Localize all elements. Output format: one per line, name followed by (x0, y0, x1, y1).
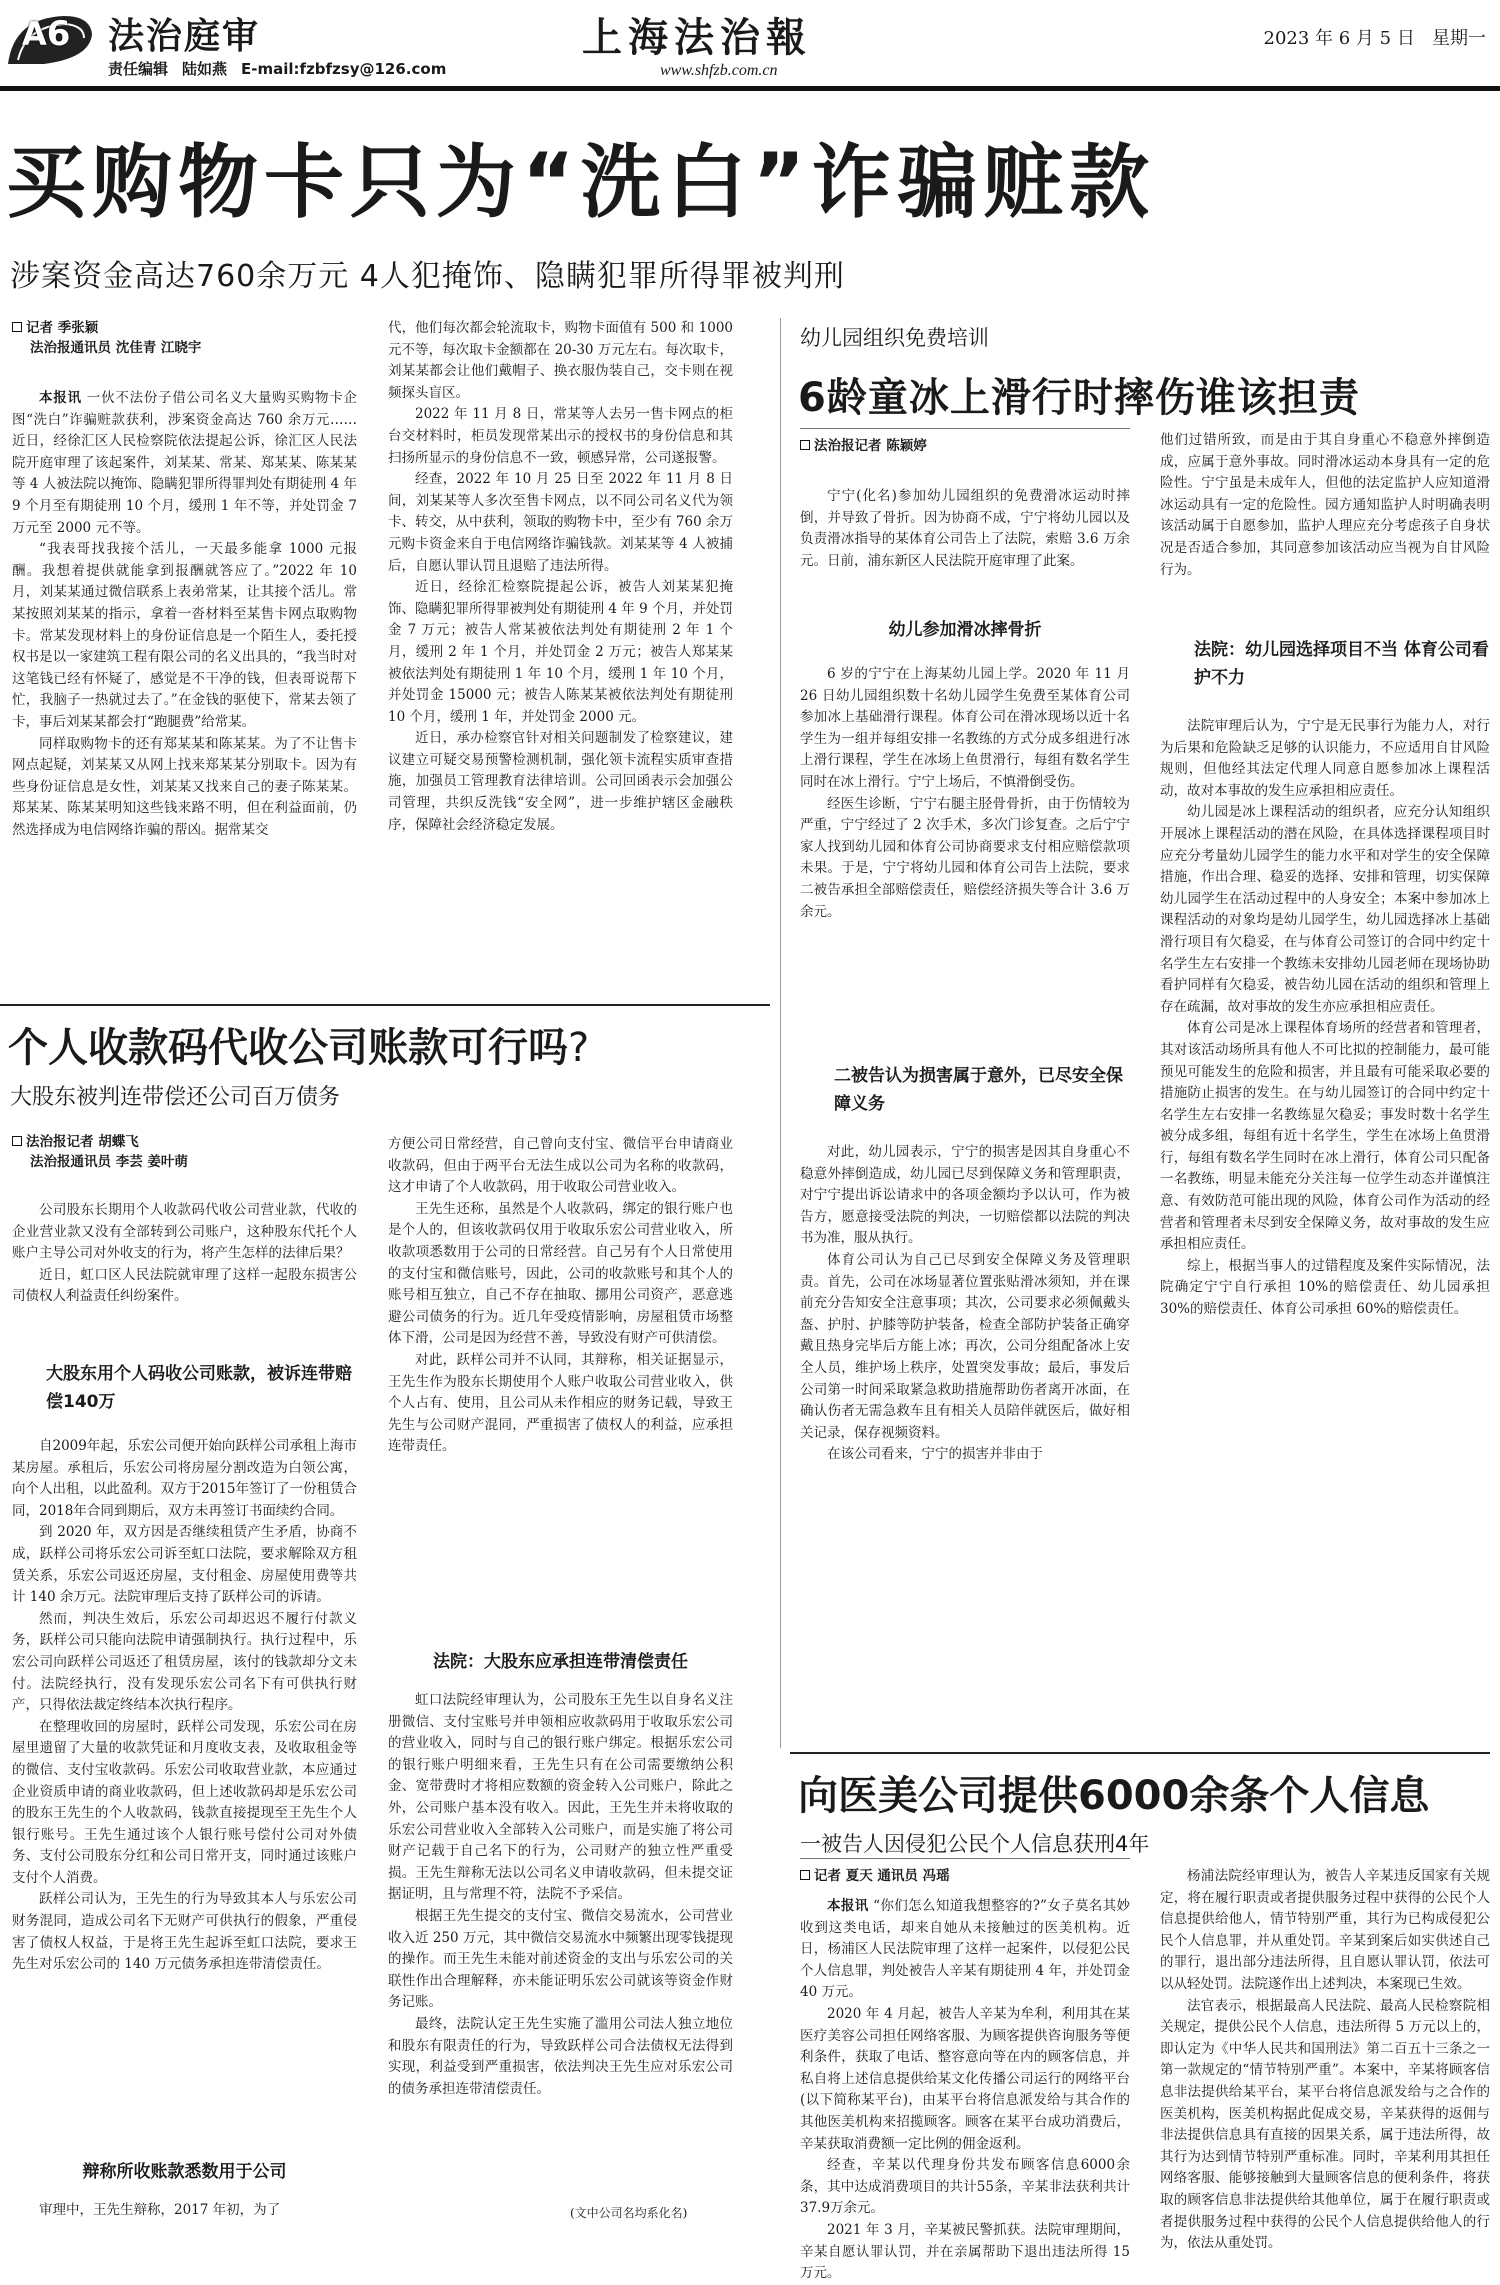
paragraph: 宁宁(化名)参加幼儿园组织的免费滑冰运动时摔倒，并导致了骨折。因为协商不成，宁宁将幼儿园以及负责滑冰指导的某体育公司告上了法院，索赔 3.6 万余元。日前，浦东新区人民法院开庭审理了此案。 (800, 488, 1130, 569)
paragraph: 经查，2022 年 10 月 25 日至 2022 年 11 月 8 日间，刘某某等人多次至售卡网点，以不同公司名义代为领卡、转交，从中获利，领取的购物卡中，至少有 760 余万元购卡资金来自于电信网络诈骗钱款。刘某某等 4 人被捕后，自愿认罪认罚且退赔了违法所得。 (388, 471, 733, 574)
lead-deck: 涉案资金高达760余万元 4人犯掩饰、隐瞒犯罪所得罪被判刑 (10, 259, 845, 294)
ice-byline-text: 法治报记者 陈颖婷 (814, 438, 927, 454)
qr-byline-2: 法治报通讯员 李芸 姜叶萌 (30, 1154, 188, 1170)
lead-byline-1-text: 记者 季张颖 (26, 320, 99, 336)
med-headline: 向医美公司提供6000余条个人信息 (798, 1773, 1430, 1819)
qr-col-2b (388, 1690, 733, 2192)
med-byline-text: 记者 夏天 通讯员 冯瑶 (814, 1868, 950, 1884)
editor-name: 陆如燕 (182, 60, 228, 78)
qr-headline (8, 1016, 589, 1073)
section-rule (0, 1004, 770, 1006)
qr-subhead-1: 大股东用个人码收公司账款，被诉连带赔偿140万 (46, 1364, 352, 1412)
paragraph: 6 岁的宁宁在上海某幼儿园上学。2020 年 11 月 26 日幼儿园组织数十名幼儿园学生免费至某体育公司参加冰上基础滑行课程。体育公司在滑冰现场以近十名学生为一组并每组安排一名教练的方式分成多组进行冰上滑行课程，学生在冰场上鱼贯滑行，每组有数名学生同时在冰上滑行。宁宁上场后，不慎滑倒受伤。 (800, 666, 1130, 790)
ice-subhead-1: 幼儿参加滑冰摔骨折 (888, 620, 1042, 640)
ice-subhead-3: 法院：幼儿园选择项目不当 体育公司看护不力 (1194, 640, 1489, 688)
med-col-a (800, 1896, 1130, 2282)
ice-col-a1 (800, 664, 1130, 1052)
paragraph: 体育公司认为自己已尽到安全保障义务及管理职责。首先，公司在冰场显著位置张贴滑冰须知，并在课前充分告知安全注意事项；其次，公司要求必须佩戴头盔、护肘、护膝等防护装备，检查全部防护装备正确穿戴且热身完毕后方能上冰；再次，公司分组配备冰上安全人员，维护场上秩序，处置突发事故；最后，事发后公司第一时间采取紧急救助措施帮助伤者离开冰面，在确认伤者无需急救车且有相关人员陪伴就医后，做好相关记录，保存视频资料。 (800, 1251, 1130, 1441)
paragraph: 根据王先生提交的支付宝、微信交易流水，公司营业收入近 250 万元，其中微信交易流水中频繁出现零钱提现的操作。而王先生未能对前述资金的支出与乐宏公司的关联性作出合理解释，亦未能证明乐宏公司就该等资金作财务记账。 (388, 1907, 733, 2011)
ice-byline (800, 436, 927, 456)
ice-rule (800, 428, 1130, 429)
med-deck: 一被告人因侵犯公民个人信息获刑4年 (800, 1832, 1150, 1856)
paragraph: 法院审理后认为，宁宁是无民事行为能力人，对行为后果和危险缺乏足够的认识能力，不应适用自甘风险规则，但他经其法定代理人同意自愿参加冰上课程活动，故对本事故的发生应承担相应责任。 (1160, 718, 1490, 799)
paragraph: 法官表示，根据最高人民法院、最高人民检察院相关规定，提供公民个人信息，违法所得 5 万元以上的，即认定为《中华人民共和国刑法》第二百五十三条之一第一款规定的“情节特别严重”。本案中，辛某将顾客信息非法提供给某平台，某平台将信息派发给与之合作的医美机构，医美机构据此促成交易，辛某获得的返佣与非法提供信息具有直接的因果关系，属于违法所得，故其行为达到情节特别严重标准。同时，辛某利用其担任网络客服、能够接触到大量顾客信息的便利条件，将获取的顾客信息非法提供给其他单位，属于在履行职责或者提供服务过程中获得的公民个人信息提供给他人的行为，依法从重处罚。 (1160, 1997, 1490, 2252)
paragraph: 对此，跃样公司并不认同，其辩称，相关证据显示，王先生作为股东长期使用个人账户收取公司营业收入，供个人占有、使用，且公司从未作相应的财务记载，导致王先生与公司财产混同，严重损害了债权人的利益，应承担连带责任。 (388, 1351, 733, 1455)
paragraph: 他们过错所致，而是由于其自身重心不稳意外摔倒造成，应属于意外事故。同时滑冰运动本身具有一定的危险性。宁宁虽是未成年人，但他的法定监护人应知道滑冰运动具有一定的危险性。园方通知监护人时明确表明该活动属于自愿参加，监护人理应充分考虑孩子自身状况是否适合参加，其同意参加该活动应当视为自甘风险行为。 (1160, 432, 1490, 578)
editor-line (108, 58, 460, 79)
byline-box-icon (12, 1136, 22, 1146)
med-rule (800, 1858, 1130, 1859)
editor-email: E-mail:fzbfzsy@126.com (241, 60, 447, 78)
paragraph: 近日，承办检察官针对相关问题制发了检察建议，建议建立可疑交易预警检测机制，强化领卡流程实质审查措施，加强员工管理教育法律培训。公司回函表示会加强公司管理，共织反洗钱“安全网”，进一步维护辖区金融秩序，保障社会经济稳定发展。 (388, 730, 733, 833)
paragraph: 公司股东长期用个人收款码代收公司营业款，代收的企业营业款又没有全部转到公司账户，这种股东代托个人账户主导公司对外收支的行为，将产生怎样的法律后果？ (12, 1202, 357, 1262)
byline-box-icon (12, 322, 22, 332)
qr-byline (12, 1132, 188, 1172)
editor-label: 责任编辑 (108, 60, 169, 78)
paragraph: 对此，幼儿园表示，宁宁的损害是因其自身重心不稳意外摔倒造成，幼儿园已尽到保障义务和管理职责，对宁宁提出诉讼请求中的各项金额均予以认可，作为被告方，愿意接受法院的判决，一切赔偿都以法院的判决书为准，服从执行。 (800, 1144, 1130, 1247)
weekday-text: 星期一 (1432, 28, 1486, 49)
paragraph: 到 2020 年，双方因是否继续租赁产生矛盾，协商不成，跃样公司将乐宏公司诉至虹口法院，要求解除双方租赁关系，乐宏公司返还房屋，支付租金、房屋使用费等共计 140 余万元。法院审理后支持了跃样公司的诉请。 (12, 1524, 357, 1606)
qr-byline-1-text: 法治报记者 胡蝶飞 (26, 1134, 139, 1150)
paragraph: 代，他们每次都会轮流取卡，购物卡面值有 500 和 1000 元不等，每次取卡金额都在 20-30 万元左右。每次取卡，刘某某都会让他们戴帽子、换衣服伪装自己，交卡则在视频探头盲区。 (388, 320, 733, 401)
paragraph: 然而，判决生效后，乐宏公司却迟迟不履行付款义务，跃样公司只能向法院申请强制执行。执行过程中，乐宏公司向跃样公司返还了租赁房屋，该付的钱款却分文未付。法院经执行，没有发现乐宏公司名下有可供执行财产，只得依法裁定终结本次执行程序。 (12, 1610, 357, 1714)
paragraph: 经医生诊断，宁宁右腿主胫骨骨折，由于伤情较为严重，宁宁经过了 2 次手术，多次门诊复查。之后宁宁家人找到幼儿园和体育公司协商要求支付相应赔偿款项未果。于是，宁宁将幼儿园和体育公司告上法院，要求二被告承担全部赔偿责任，赔偿经济损失等合计 3.6 万余元。 (800, 795, 1130, 920)
ice-headline: 6龄童冰上滑行时摔伤谁该担责 (798, 375, 1360, 421)
qr-col-1a (12, 1200, 357, 1354)
qr-col-2a (388, 1134, 733, 1636)
qr-byline-1 (12, 1132, 188, 1152)
paragraph: 经查，辛某以代理身份共发布顾客信息6000余条，其中达成消费项目的共计55条，辛某非法获利共计37.9万余元。 (800, 2157, 1130, 2217)
paragraph: 在整理收回的房屋时，跃样公司发现，乐宏公司在房屋里遗留了大量的收款凭证和月度收支表，及收取租金等的微信、支付宝收款码。乐宏公司收取营业款，本应通过企业资质申请的商业收款码，但上述收款码却是乐宏公司的股东王先生的个人收款码，钱款直接提现至王先生个人银行账号。王先生通过该个人银行账号偿付公司对外债务、支付公司股东分红和公司日常开支，同时通过该账户支付个人消费。 (12, 1718, 357, 1886)
ice-subhead-2: 二被告认为损害属于意外，已尽安全保障义务 (834, 1066, 1123, 1114)
page-digit: 6 (46, 14, 71, 54)
dateline-label: 本报讯 (39, 390, 82, 406)
page-header (0, 0, 1500, 95)
dateline-label: 本报讯 (827, 1898, 869, 1914)
paragraph: 跃样公司认为，王先生的行为导致其本人与乐宏公司财务混同，造成公司名下无财产可供执行的假象，严重侵害了债权人权益，于是将王先生起诉至虹口法院，要求王先生对乐宏公司的 140 万元债务承担连带清偿责任。 (12, 1891, 357, 1973)
paragraph: 王先生还称，虽然是个人收款码，绑定的银行账户也是个人的，但该收款码仅用于收取乐宏公司营业收入，所收款项悉数用于公司的日常经营。自己另有个人日常使用的支付宝和微信账号，因此，公司的收款账号和其个人的账号相互独立，自己不存在抽取、挪用公司资产，恶意逃避公司债务的行为。近几年受疫情影响，房屋租赁市场整体下滑，公司是因为经营不善，导致没有财产可供清偿。 (388, 1200, 733, 1347)
paragraph: 自2009年起，乐宏公司便开始向跃样公司承租上海市某房屋。承租后，乐宏公司将房屋分割改造为白领公寓，向个人出租，以此盈利。双方于2015年签订了一份租赁合同，2018年合同到期后，双方未再签订书面续约合同。 (12, 1438, 357, 1519)
paragraph: 体育公司是冰上课程体育场所的经营者和管理者，其对该活动场所具有他人不可比拟的控制能力，最可能预见可能发生的危险和损害，并且最有可能采取必要的措施防止损害的发生。在与幼儿园签订的合同中约定十名学生左右安排一名教练显欠稳妥；事发时数十名学生被分成多组，每组有近十名学生，学生在冰场上鱼贯滑行，每组有数名学生同时在冰上滑行，体育公司只配备一名教练，明显未能充分关注每一位学生动态并谨慎注意、有效防范可能出现的风险，体育公司作为活动的经营者和管理者未尽到安全保障义务，故对事故的发生应承担相应责任。 (1160, 1020, 1490, 1253)
issue-date (1264, 24, 1487, 50)
med-byline (800, 1866, 950, 1886)
paragraph: 综上，根据当事人的过错程度及案件实际情况，法院确定宁宁自行承担 10%的赔偿责任、幼儿园承担 30%的赔偿责任、体育公司承担 60%的赔偿责任。 (1160, 1257, 1490, 1318)
qr-deck: 大股东被判连带偿还公司百万债务 (10, 1085, 341, 1110)
med-col-b (1160, 1866, 1490, 2252)
page-number (22, 14, 70, 54)
paragraph: 虹口法院经审理认为，公司股东王先生以自身名义注册微信、支付宝账号并申领相应收款码用于收取乐宏公司的营业收入，同时与自己的银行账户绑定。根据乐宏公司的银行账户明细来看，王先生只有在公司需要缴纳公积金、宽带费时才将相应数额的资金转入公司账户，除此之外，公司账户基本没有收入。因此，王先生并未将收取的乐宏公司营业收入全部转入公司账户，而是实施了将公司财产记载于自己名下的行为，公司财产的独立性严重受损。王先生辩称无法以公司名义申请收款码，但未提交证据证明，且与常理不符，法院不予采信。 (388, 1692, 733, 1903)
date-text: 2023 年 6 月 5 日 (1263, 28, 1415, 49)
qr-col-1c (12, 2200, 357, 2224)
column-divider (780, 318, 781, 1748)
paragraph: 杨浦法院经审理认为，被告人辛某违反国家有关规定，将在履行职责或者提供服务过程中获得的公民个人信息提供给他人，情节特别严重，其行为已构成侵犯公民个人信息罪，并从重处罚。辛某到案后如实供述自己的罪行，退出部分违法所得，且自愿认罪认罚，依法可以从轻处罚。法院遂作出上述判决，本案现已生效。 (1160, 1868, 1490, 1992)
qr-subhead-3: 法院：大股东应承担连带清偿责任 (433, 1652, 688, 1672)
qr-subhead-2: 辩称所收账款悉数用于公司 (82, 2162, 287, 2182)
lead-byline-2: 法治报通讯员 沈佳青 江晓宇 (30, 340, 202, 356)
ice-col-b1 (1160, 430, 1490, 624)
qr-headline-text: 个人收款码代收公司账款可行吗 (8, 1025, 568, 1071)
ice-col-b2 (1160, 716, 1490, 1728)
ice-intro (800, 486, 1130, 598)
ice-col-a2 (800, 1142, 1130, 1728)
lead-col-2 (388, 318, 733, 940)
paragraph: 2020 年 4 月起，被告人辛某为牟利，利用其在某医疗美容公司担任网络客服、为顾客提供咨询服务等便利条件，获取了电话、整容意向等在内的顾客信息，并私自将上述信息提供给某文化传播公司运行的网络平台(以下简称某平台)，由某平台将信息派发给与其合作的其他医美机构来招揽顾客。顾客在某平台成功消费后，辛某获取消费额一定比例的佣金返利。 (800, 2005, 1130, 2152)
byline-box-icon (800, 1870, 810, 1880)
paragraph: 本报讯 “你们怎么知道我想整容的?”女子莫名其妙收到这类电话，却来自她从未接触过的医美机构。近日，杨浦区人民法院审理了这样一起案件，以侵犯公民个人信息罪，判处被告人辛某有期徒刑 4 年，并处罚金 40 万元。 (800, 1898, 1130, 2001)
paragraph: 最终，法院认定王先生实施了滥用公司法人独立地位和股东有限责任的行为，导致跃样公司合法债权无法得到实现，利益受到严重损害，依法判决王先生应对乐宏公司的债务承担连带清偿责任。 (388, 2015, 733, 2097)
paragraph: 2022 年 11 月 8 日，常某等人去另一售卡网点的柜台交材料时，柜员发现常某出示的授权书的身份信息和其扫扬所显示的身份信息不一致，顿感异常，公司遂报警。 (388, 406, 733, 466)
byline-box-icon (800, 440, 810, 450)
paragraph: 同样取购物卡的还有郑某某和陈某某。为了不让售卡网点起疑，刘某某又从网上找来郑某某分别取卡。因为有些身份证信息是女性，刘某某又找来自己的妻子陈某某。郑某某、陈某某明知这些钱来路不明，但在利益面前，仍然选择成为电信网络诈骗的帮凶。据常某交 (12, 735, 357, 838)
paragraph: 近日，虹口区人民法院就审理了这样一起股东损害公司债权人利益责任纠纷案件。 (12, 1266, 357, 1305)
paragraph: 幼儿园是冰上课程活动的组织者，应充分认知组织开展冰上课程活动的潜在风险，在具体选择课程项目时应充分考量幼儿园学生的能力水平和对学生的安全保障措施，作出合理、稳妥的选择、安排和管理，切实保障幼儿园学生在活动过程中的人身安全；本案中参加冰上课程活动的对象均是幼儿园学生，幼儿园选择冰上基础滑行项目有欠稳妥，在与体育公司签订的合同中约定十名学生左右安排一个教练未安排幼儿园老师在现场协助看护同样有欠稳妥，被告幼儿园在活动的组织和管理上存在疏漏，故对事故的发生亦应承担相应责任。 (1160, 804, 1490, 1015)
paragraph: 本报讯 一伙不法份子借公司名义大量购买购物卡企图“洗白”诈骗赃款获利，涉案资金高达 760 余万元……近日，经徐汇区人民检察院依法提起公诉，徐汇区人民法院开庭审理了该起案件，刘某某、常某、郑某某、陈某某等 4 人被法院以掩饰、隐瞒犯罪所得罪判处有期徒刑 4 年 9 个月至有期徒刑 10 个月，缓刑 1 年不等，并处罚金 7 万元至 2000 元不等。 (12, 390, 357, 536)
ice-kicker: 幼儿园组织免费培训 (800, 326, 989, 350)
pseudonym-note: (文中公司名均系化名) (570, 2206, 688, 2220)
page-letter: A (22, 15, 47, 53)
paragraph: 2021 年 3 月，辛某被民警抓获。法院审理期间，辛某自愿认罪认罚，并在亲属帮助下退出违法所得 15 万元。 (800, 2221, 1130, 2282)
paragraph: “我表哥找我接个活儿，一天最多能拿 1000 元报酬。我想着提供就能拿到报酬就答应了。”2022 年 10 月，刘某某通过微信联系上表弟常某，让其接个活儿。常某按照刘某某的指示，拿着一沓材料至某售卡网点取购物卡。常某发现材料上的身份证信息是一个陌生人，委托授权书是以一家建筑工程有限公司的名义出具的，“我当时对这笔钱已经有怀疑了，感觉是不干净的钱，但表哥说帮下忙，我脑子一热就过去了。”在金钱的驱使下，常某去领了卡，事后刘某某都会打“跑腿费”给常某。 (12, 541, 357, 730)
lead-col-1 (12, 388, 357, 938)
qr-col-1b (12, 1436, 357, 2148)
header-rule (0, 86, 1500, 91)
newspaper-masthead: 上海法治報 (582, 14, 812, 61)
page-number-badge (4, 8, 96, 68)
qr-headline-mark: ? (568, 1025, 590, 1071)
section-title: 法治庭审 (108, 16, 261, 57)
lead-byline (12, 318, 201, 358)
paragraph: 近日，经徐汇检察院提起公诉，被告人刘某某犯掩饰、隐瞒犯罪所得罪被判处有期徒刑 4 年 9 个月，并处罚金 7 万元；被告人常某被依法判处有期徒刑 2 年 1 个月，缓刑 2 年 1 个月，并处罚金 2 万元；被告人郑某某被依法判处有期徒刑 1 年 10 个月，缓刑 1 年 10 个月，并处罚金 15000 元；被告人陈某某被依法判处有期徒刑 10 个月，缓刑 1 年，并处罚金 2000 元。 (388, 579, 733, 725)
paragraph: 在该公司看来，宁宁的损害并非由于 (827, 1446, 1043, 1463)
paragraph: 审理中，王先生辩称，2017 年初，为了 (39, 2202, 281, 2218)
lead-headline: 买购物卡只为“洗白”诈骗赃款 (6, 136, 1156, 229)
section-rule (790, 1752, 1490, 1754)
lead-byline-1 (12, 318, 201, 338)
paragraph: 方便公司日常经营，自己曾向支付宝、微信平台申请商业收款码，但由于两平台无法生成以公司为名称的收款码，这才申请了个人收款码，用于收取公司营业收入。 (388, 1136, 733, 1196)
newspaper-url: www.shfzb.com.cn (660, 62, 778, 79)
